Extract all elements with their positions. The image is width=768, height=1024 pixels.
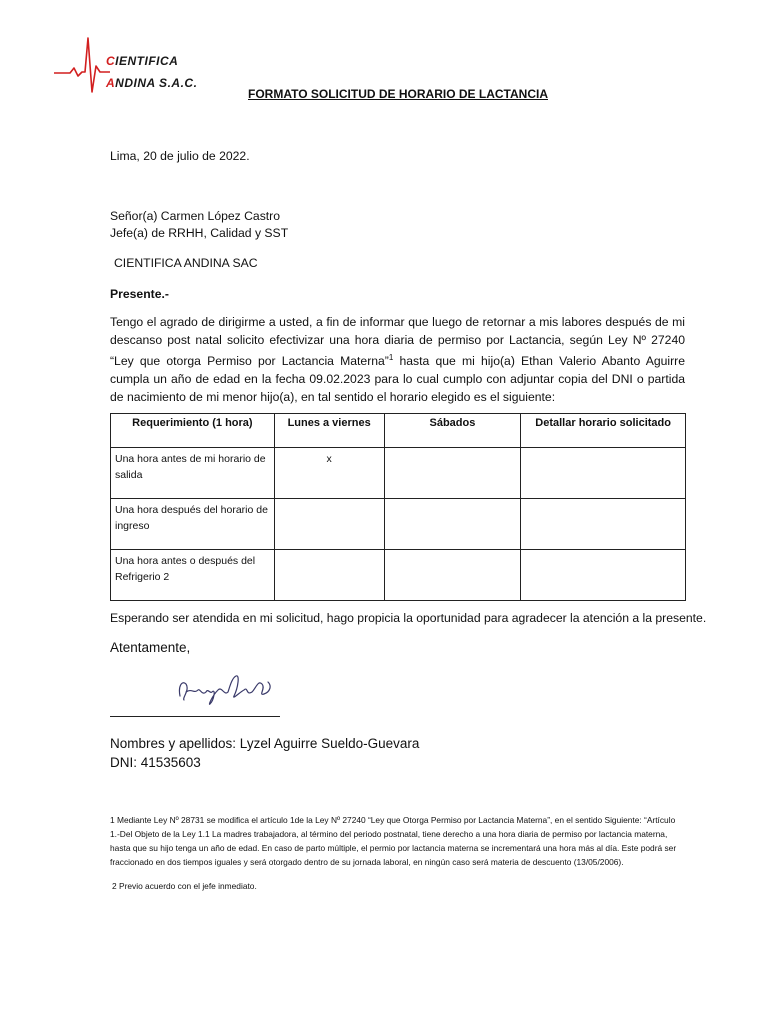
table-row <box>111 448 686 499</box>
recipient-position: Jefe(a) de RRHH, Calidad y SST <box>110 226 289 240</box>
table-header: Detallar horario solicitado <box>521 414 686 448</box>
signature-line <box>110 716 280 717</box>
closing-text: Esperando ser atendida en mi solicitud, hago propicia la oportunidad para agradecer la atención a la presente. <box>110 611 707 625</box>
table-header-row <box>111 414 686 448</box>
signer-dni: DNI: 41535603 <box>110 755 201 770</box>
table-cell-detail <box>521 550 686 601</box>
table-cell-weekday <box>274 550 384 601</box>
sign-off: Atentamente, <box>110 640 191 655</box>
greeting: Presente.- <box>110 287 169 301</box>
document-title: FORMATO SOLICITUD DE HORARIO DE LACTANCIA <box>248 87 548 101</box>
recipient-name: Señor(a) Carmen López Castro <box>110 209 281 223</box>
table-row <box>111 499 686 550</box>
table-header: Requerimiento (1 hora) <box>111 414 275 448</box>
footnote-2: 2 Previo acuerdo con el jefe inmediato. <box>112 881 257 891</box>
table-cell-label: Una hora después del horario de ingreso <box>111 499 275 550</box>
table-header: Sábados <box>384 414 521 448</box>
recipient-company: CIENTIFICA ANDINA SAC <box>114 256 258 270</box>
table-cell-saturday <box>384 499 521 550</box>
date-line: Lima, 20 de julio de 2022. <box>110 149 250 163</box>
schedule-table <box>110 413 686 601</box>
body-part2: hasta que mi hijo(a) Ethan Valerio Abanto Aguirre cumpla un año de edad en la fecha 09.02.2023 para lo cual cumplo con adjuntar copia del DNI o partida de nacimiento de mi menor hijo(a), en tal sentido el horario elegido es el siguiente: <box>110 354 686 405</box>
table-cell-weekday: x <box>274 448 384 499</box>
table-cell-saturday <box>384 550 521 601</box>
body-paragraph <box>110 313 685 406</box>
footnote-ref: 1 <box>388 353 394 362</box>
table-cell-label: Una hora antes o después del Refrigerio 2 <box>111 550 275 601</box>
logo-text-line1: CIENTIFICA <box>106 54 179 68</box>
footnote-1: 1 Mediante Ley Nº 28731 se modifica el artículo 1de la Ley Nº 27240 “Ley que Otorga Permiso por Lactancia Materna”, en el sentido Siguiente: “Artículo 1.-Del Objeto de la Ley 1.1 La madres trabajadora, al término del periodo postnatal, tiene derecho a una hora diaria de permiso por lactancia materna, hasta que su hijo tenga un año de edad. En caso de parto múltiple, el permio por lactancia materna se incrementará una hora más al día. Este podrá ser fraccionado en dos tiempos iguales y será otorgado dentro de su jornada laboral, en ningún caso será materia de descuento (13/05/2006). <box>110 815 677 867</box>
table-cell-detail <box>521 448 686 499</box>
table-cell-saturday <box>384 448 521 499</box>
table-cell-label: Una hora antes de mi horario de salida <box>111 448 275 499</box>
table-row <box>111 550 686 601</box>
body-part1: Tengo el agrado de dirigirme a usted, a fin de informar que luego de retornar a mis labores después de mi descanso post natal solicito efectivizar una hora diaria de permiso por Lactancia, según Ley Nº 27240 “Ley que otorga Permiso por Lactancia Materna” <box>110 315 685 369</box>
company-logo-icon <box>52 36 112 94</box>
signer-name: Nombres y apellidos: Lyzel Aguirre Sueldo-Guevara <box>110 736 420 751</box>
logo-text-line2: ANDINA S.A.C. <box>106 76 198 90</box>
table-cell-weekday <box>274 499 384 550</box>
table-cell-detail <box>521 499 686 550</box>
signature-icon <box>172 666 282 710</box>
table-header: Lunes a viernes <box>274 414 384 448</box>
